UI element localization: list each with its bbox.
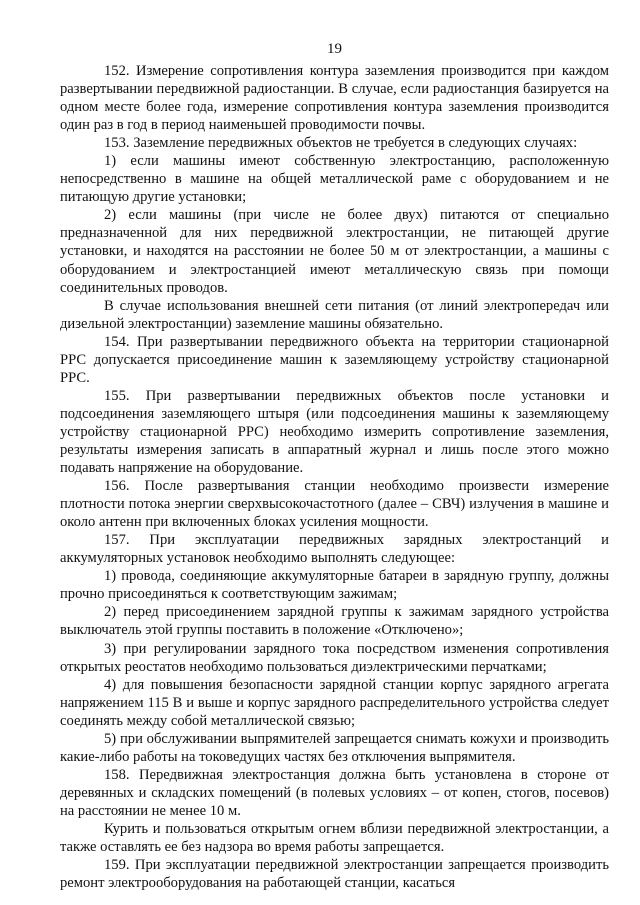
paragraph-156: 156. После развертывания станции необходимо произвести измерение плотности потока энергии сверхвысокочастотного (далее – СВЧ) излучения в машине и около антенн при включенных блоках усиления мощности. [60,478,609,531]
paragraph-157: 157. При эксплуатации передвижных зарядных электростанций и аккумуляторных установок необходимо выполнять следующее: [60,532,609,567]
page-number: 19 [327,41,342,57]
paragraph-154: 154. При развертывании передвижного объекта на территории стационарной РРС допускается присоединение машин к заземляющему устройству стационарной РРС. [60,333,609,386]
paragraph-158-note: Курить и пользоваться открытым огнем вблизи передвижной электростанции, а также оставлять ее без надзора во время работы запрещается. [60,820,609,856]
paragraph-153: 153. Заземление передвижных объектов не требуется в следующих случаях: [104,135,578,152]
paragraph-153-item-1: 1) если машины имеют собственную электростанцию, расположенную непосредственно в машине на общей металлической раме с оборудованием и не питающую другие установки; [60,153,609,206]
paragraph-153-item-2: 2) если машины (при числе не более двух) питаются от специально предназначенной для них передвижной электростанции, не питающей другие установки, и находятся на расстоянии не более 50 м от электростанции, а машины с оборудованием и электростанцией имеют металлическую связь при помощи соединительных проводов. [60,207,609,296]
paragraph-157-item-5: 5) при обслуживании выпрямителей запрещается снимать кожухи и производить какие-либо работы на токоведущих частях без отключения выпрямителя. [60,730,609,765]
paragraph-159: 159. При эксплуатации передвижной электростанции запрещается производить ремонт электрооборудования на работающей станции, касаться [60,857,609,892]
paragraph-157-item-3: 3) при регулировании зарядного тока посредством изменения сопротивления открытых реостатов необходимо пользоваться диэлектрическими перчатками; [60,640,609,675]
document-page [60,40,609,892]
paragraph-153-note: В случае использования внешней сети питания (от линий электропередач или дизельной электростанции) заземление машины обязательно. [60,297,609,332]
paragraph-155: 155. При развертывании передвижных объектов после установки и подсоединения заземляющего штыря (или подсоединения машины к заземляющему устройству стационарной РРС) необходимо измерить сопротивление заземления, результаты измерения записать в аппаратный журнал и лишь после этого можно подавать напряжение на оборудование. [60,387,609,477]
paragraph-157-item-4: 4) для повышения безопасности зарядной станции корпус зарядного агрегата напряжением 115 В и выше и корпус зарядного распределительного устройства следует соединять между собой металлической связью; [60,676,609,729]
paragraph-157-item-2: 2) перед присоединением зарядной группы к зажимам зарядного устройства выключатель этой группы поставить в положение «Отключено»; [60,604,609,639]
paragraph-152: 152. Измерение сопротивления контура заземления производится при каждом развертывании передвижной радиостанции. В случае, если радиостанция базируется на одном месте более года, измерение сопротивления контура заземления производится один раз в год в период наименьшей проводимости почвы. [60,63,609,134]
paragraph-157-item-1: 1) провода, соединяющие аккумуляторные батареи в зарядную группу, должны прочно присоединяться к соответствующим зажимам; [60,568,609,603]
paragraph-158: 158. Передвижная электростанция должна быть установлена в стороне от деревянных и складских помещений (в полевых условиях – от копен, стогов, посевов) на расстоянии не менее 10 м. [60,766,609,819]
